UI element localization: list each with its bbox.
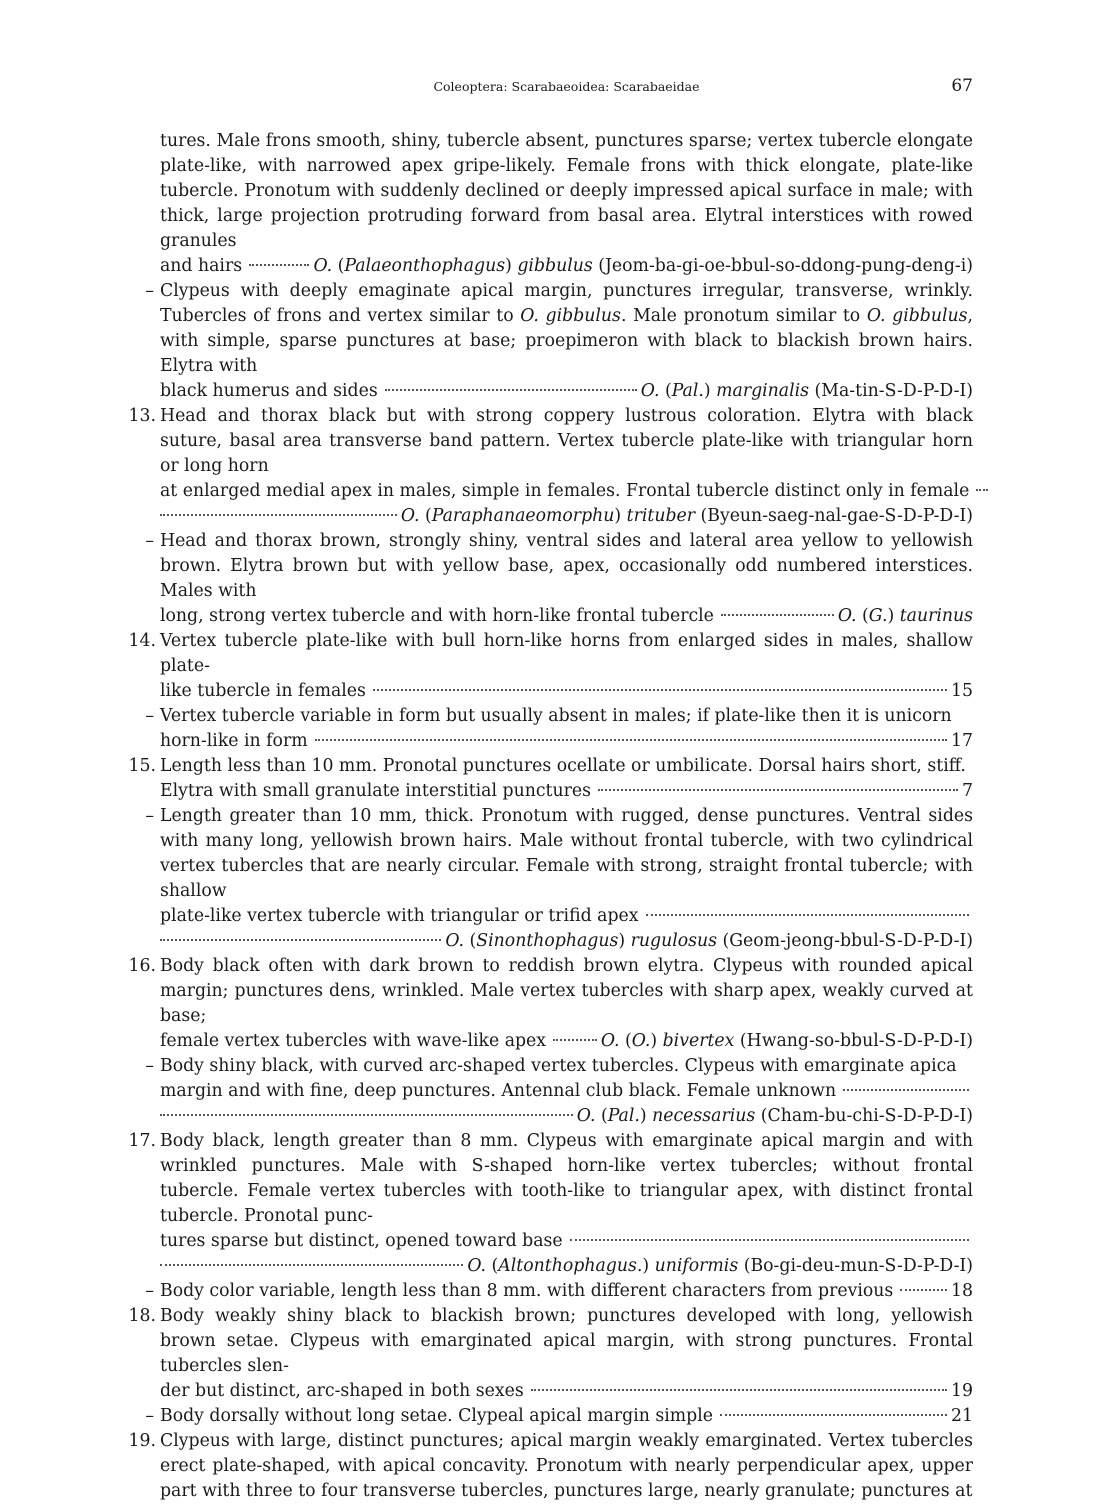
- key-entry: [145, 279, 974, 404]
- entry-final-line: [160, 779, 973, 804]
- entry-tail-text: female vertex tubercles with wave-like apex: [160, 1031, 547, 1051]
- entry-final-line: [160, 929, 973, 954]
- leader-dots: [531, 1389, 947, 1391]
- key-entry: [128, 1129, 973, 1279]
- entry-final-line: [160, 379, 973, 404]
- taxon-name: O. (Paraphanaeomorphu) trituber (Byeun-saeg-nal-gae-S-D-P-D-I): [400, 506, 973, 526]
- taxon-name: O. (G.) taurinus: [837, 606, 973, 626]
- entry-final-line: [160, 504, 973, 529]
- entry-text: Body black, length greater than 8 mm. Clypeus with emarginate apical margin and with wrinkled punctures. Male with S-shaped horn-like vertex tubercles; without frontal tubercle. Female vertex tubercles with tooth-like to triangular apex, with distinct frontal tubercle. Pronotal punc-: [160, 1131, 973, 1226]
- entry-tail-text: margin and with fine, deep punctures. Antennal club black. Female unknown: [160, 1081, 837, 1101]
- entry-tail-text: plate-like vertex tubercle with triangular or trifid apex: [160, 906, 639, 926]
- running-title: Coleoptera: Scarabaeoidea: Scarabaeidae: [433, 79, 700, 94]
- key-entry: [160, 129, 973, 279]
- taxon-name: O. (Palaeonthophagus) gibbulus (Jeom-ba-gi-oe-bbul-so-ddong-pung-deng-i): [313, 256, 973, 276]
- entry-text: Body shiny black, with curved arc-shaped vertex tubercles. Clypeus with emarginate apica: [160, 1056, 957, 1076]
- entry-text: Clypeus with large, distinct punctures; apical margin weakly emarginated. Vertex tubercles erect plate-shaped, with apical concavity. Pronotum with nearly perpendicular apex, upper part with three to four transverse tubercles, punctures large, nearly granulate; punctures at: [160, 1431, 973, 1501]
- leader-dots: [160, 514, 397, 516]
- key-entry: [128, 404, 973, 529]
- leader-dots: [385, 389, 637, 391]
- entry-tail-line: [160, 1079, 973, 1104]
- entry-final-line: [160, 1254, 973, 1279]
- entry-text: Head and thorax black but with strong coppery lustrous coloration. Elytra with black suture, basal area transverse band pattern. Vertex tubercle plate-like with triangular horn or long horn: [160, 406, 973, 476]
- key-entry: [128, 954, 973, 1054]
- leader-dots: [598, 789, 958, 791]
- leader-dots: [900, 1289, 947, 1291]
- entry-text: Length less than 10 mm. Pronotal punctures ocellate or umbilicate. Dorsal hairs short, stiff.: [160, 756, 966, 776]
- key-entry: [145, 1404, 973, 1429]
- entry-tail-text: and hairs: [160, 256, 243, 276]
- couplet-marker: –: [145, 531, 154, 551]
- leader-dots: [373, 689, 947, 691]
- leader-dots: [315, 739, 947, 741]
- taxon-name: O. (O.) bivertex (Hwang-so-bbul-S-D-P-D-I): [600, 1031, 973, 1051]
- key-entry: [145, 704, 973, 754]
- leader-dots: [720, 1414, 947, 1416]
- couplet-marker: –: [145, 281, 154, 301]
- couplet-number: 17.: [128, 1131, 156, 1151]
- taxon-name: O. (Altonthophagus.) uniformis (Bo-gi-deu-mun-S-D-P-D-I): [467, 1256, 973, 1276]
- couplet-marker: –: [145, 706, 154, 726]
- taxon-name: O. (Pal.) marginalis (Ma-tin-S-D-P-D-I): [640, 381, 973, 401]
- couplet-target: 17: [951, 731, 973, 751]
- key-entry: [145, 1279, 973, 1304]
- key-entry: [128, 754, 973, 804]
- leader-dots: [721, 614, 834, 616]
- page-number: 67: [951, 76, 973, 96]
- entry-tail-text: like tubercle in females: [160, 681, 366, 701]
- key-body: [128, 129, 974, 1504]
- entry-text: Body black often with dark brown to reddish brown elytra. Clypeus with rounded apical margin; punctures dens, wrinkled. Male vertex tubercles with sharp apex, weakly curved at base;: [160, 956, 973, 1026]
- couplet-number: 19.: [128, 1431, 156, 1451]
- page-header: [160, 76, 973, 98]
- key-entry: [128, 1304, 973, 1404]
- entry-tail-text: der but distinct, arc-shaped in both sexes: [160, 1381, 524, 1401]
- entry-final-line: [160, 1404, 973, 1429]
- couplet-number: 14.: [128, 631, 156, 651]
- leader-dots: [160, 1264, 463, 1266]
- entry-text: Body weakly shiny black to blackish brown; punctures developed with long, yellowish brown setae. Clypeus with emarginated apical margin, with strong punctures. Frontal tubercles slen-: [160, 1306, 973, 1376]
- entry-final-line: [160, 254, 973, 279]
- entry-tail-text: horn-like in form: [160, 731, 308, 751]
- entry-text: Vertex tubercle plate-like with bull horn-like horns from enlarged sides in males, shallow plate-: [160, 631, 973, 676]
- couplet-target: 19: [951, 1381, 973, 1401]
- couplet-target: 7: [962, 781, 973, 801]
- leader-dots: [160, 1114, 573, 1116]
- couplet-target: 18: [951, 1281, 973, 1301]
- leader-dots: [646, 914, 970, 916]
- taxon-name: O. (Pal.) necessarius (Cham-bu-chi-S-D-P-D-I): [576, 1106, 973, 1126]
- entry-tail-line: [160, 1229, 973, 1254]
- couplet-marker: –: [145, 1281, 154, 1301]
- entry-text: Clypeus with deeply emaginate apical margin, punctures irregular, transverse, wrinkly. Tubercles of frons and vertex similar to O. gibbulus. Male pronotum similar to O. gibbulus, with simple, sparse punctures at base; proepimeron with black to blackish brown hairs. Elytra with: [160, 281, 974, 376]
- key-entry: [128, 629, 973, 704]
- leader-dots: [249, 264, 309, 266]
- key-entry: [145, 1054, 973, 1129]
- couplet-number: 15.: [128, 756, 156, 776]
- entry-final-line: [160, 1104, 973, 1129]
- key-entry: [145, 804, 973, 954]
- couplet-number: 16.: [128, 956, 156, 976]
- entry-final-line: [160, 604, 973, 629]
- leader-dots: [843, 1089, 969, 1091]
- couplet-target: 15: [951, 681, 973, 701]
- entry-text: Head and thorax brown, strongly shiny, ventral sides and lateral area yellow to yellowish brown. Elytra brown but with yellow base, apex, occasionally odd numbered interstices. Males with: [160, 531, 973, 601]
- couplet-number: 18.: [128, 1306, 156, 1326]
- couplet-marker: –: [145, 1056, 154, 1076]
- entry-tail-text: tures sparse but distinct, opened toward base: [160, 1231, 563, 1251]
- couplet-number: 13.: [128, 406, 156, 426]
- entry-tail-text: Body dorsally without long setae. Clypeal apical margin simple: [160, 1406, 713, 1426]
- entry-final-line: [160, 679, 973, 704]
- couplet-marker: –: [145, 1406, 154, 1426]
- couplet-target: 21: [951, 1406, 973, 1426]
- key-entry: [128, 1429, 973, 1504]
- key-entry: [145, 529, 973, 629]
- entry-tail-line: [160, 479, 973, 504]
- leader-dots: [976, 489, 988, 491]
- entry-tail-text: long, strong vertex tubercle and with horn-like frontal tubercle: [160, 606, 714, 626]
- entry-text: Vertex tubercle variable in form but usually absent in males; if plate-like then it is unicorn: [160, 706, 952, 726]
- entry-final-line: [160, 1279, 973, 1304]
- entry-final-line: [160, 1379, 973, 1404]
- entry-tail-text: black humerus and sides: [160, 381, 378, 401]
- taxon-name: O. (Sinonthophagus) rugulosus (Geom-jeong-bbul-S-D-P-D-I): [445, 931, 973, 951]
- entry-tail-text: Elytra with small granulate interstitial punctures: [160, 781, 591, 801]
- entry-tail-text: at enlarged medial apex in males, simple in females. Frontal tubercle distinct only in female: [160, 481, 970, 501]
- entry-final-line: [160, 729, 973, 754]
- couplet-marker: –: [145, 806, 154, 826]
- leader-dots: [570, 1239, 969, 1241]
- leader-dots: [160, 939, 441, 941]
- entry-final-line: [160, 1029, 973, 1054]
- leader-dots: [553, 1039, 597, 1041]
- entry-tail-line: [160, 904, 973, 929]
- entry-text: Length greater than 10 mm, thick. Pronotum with rugged, dense punctures. Ventral sides with many long, yellowish brown hairs. Male without frontal tubercle, with two cylindrical vertex tubercles that are nearly circular. Female with strong, straight frontal tubercle; with shallow: [160, 806, 973, 901]
- entry-text: tures. Male frons smooth, shiny, tubercle absent, punctures sparse; vertex tubercle elongate plate-like, with narrowed apex gripe-likely. Female frons with thick elongate, plate-like tubercle. Pronotum with suddenly declined or deeply impressed apical surface in male; with thick, large projection protruding forward from basal area. Elytral interstices with rowed granules: [160, 131, 973, 251]
- entry-tail-text: Body color variable, length less than 8 mm. with different characters from previous: [160, 1281, 894, 1301]
